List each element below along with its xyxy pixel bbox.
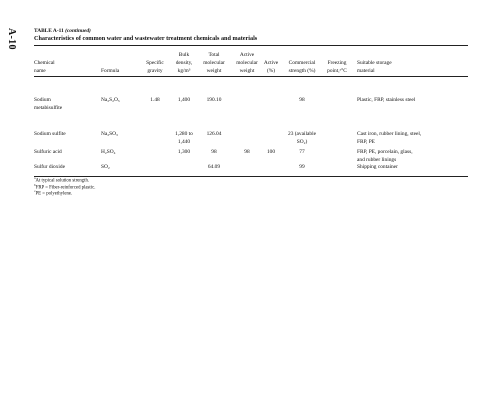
table-row-4-name: Sulfur dioxide: [34, 164, 65, 171]
table-row-3-storage-material: FRP, PE, porcelain, glass, and rubber linings: [357, 149, 413, 163]
table-title: Characteristics of common water and wastewater treatment chemicals and materials: [34, 35, 258, 42]
header-storage-material: Suitable storage material: [357, 60, 392, 74]
footnote-a: $^a$At typical solution strength.: [34, 176, 90, 184]
table-row-4-total-mw: 64.09: [207, 164, 221, 171]
table-row-3-active-mw: 98: [244, 149, 250, 155]
table-row-1-bulk-density: 1,400: [177, 97, 191, 103]
header-active-percent: Active (%): [263, 60, 279, 74]
table-row-4-commercial-strength: 99: [299, 164, 305, 171]
header-formula: Formula: [101, 67, 120, 74]
table-row-2-name: Sodium sulfite: [34, 131, 66, 137]
page-label: A-10: [6, 28, 17, 50]
header-active-molecular-weight: Active molecular weight: [236, 52, 258, 74]
header-specific-gravity: Specific gravity: [146, 60, 164, 74]
table-header-rule: [34, 76, 468, 77]
table-row-3-bulk-density: 1,300: [177, 149, 191, 155]
table-row-1-specific-gravity: 1.48: [150, 97, 160, 103]
table-row-2-formula: Na₂SO₃: [101, 131, 118, 137]
table-row-1-storage-material: Plastic, FRP, stainless steel: [357, 97, 416, 103]
table-row-3-active-percent: 100: [266, 149, 276, 155]
table-row-2-storage-material: Cast iron, rubber lining, steel, FRP, PE: [357, 131, 422, 145]
table-row-1-formula: Na₂S₂O₅: [101, 97, 120, 103]
table-continued: (continued): [65, 28, 91, 34]
header-bulk-density: Bulk density, kg/m³: [175, 52, 193, 74]
table-row-3-commercial-strength: 77: [299, 149, 305, 155]
table-row-4-formula: SO₂: [101, 164, 110, 171]
table-row-3-total-mw: 98: [211, 149, 217, 155]
table-row-1-commercial-strength: 98: [299, 97, 305, 103]
table-number-text: TABLE A-11: [34, 28, 64, 34]
table-number: [34, 28, 91, 34]
footnote-b: $^b$FRP = Fiber-reinforced plastic.: [34, 182, 96, 191]
table-row-3-formula: H₂SO₄: [101, 149, 116, 155]
footnote-c: $^c$PE = polyethylene.: [34, 189, 73, 197]
table-row-1-name: Sodium metabisulfite: [34, 97, 63, 111]
table-row-2-commercial-strength: 23 (available SO₂): [288, 131, 316, 145]
table-row-1-total-mw: 190.10: [206, 97, 222, 103]
table-row-3-name: Sulfuric acid: [34, 149, 62, 155]
header-freezing-point: Freezing point,ᵃ°C: [327, 60, 347, 74]
header-chemical-name: Chemical name: [34, 60, 55, 74]
table-row-2-bulk-density: 1,280 to 1,440: [175, 131, 193, 145]
header-total-molecular-weight: Total molecular weight: [203, 52, 225, 74]
table-row-2-total-mw: 126.04: [206, 131, 222, 137]
table-bottom-rule: [34, 176, 468, 177]
table-top-rule: [34, 45, 468, 46]
header-commercial-strength: Commercial strength (%): [288, 60, 316, 74]
table-row-4-storage-material: Shipping container: [357, 164, 398, 171]
